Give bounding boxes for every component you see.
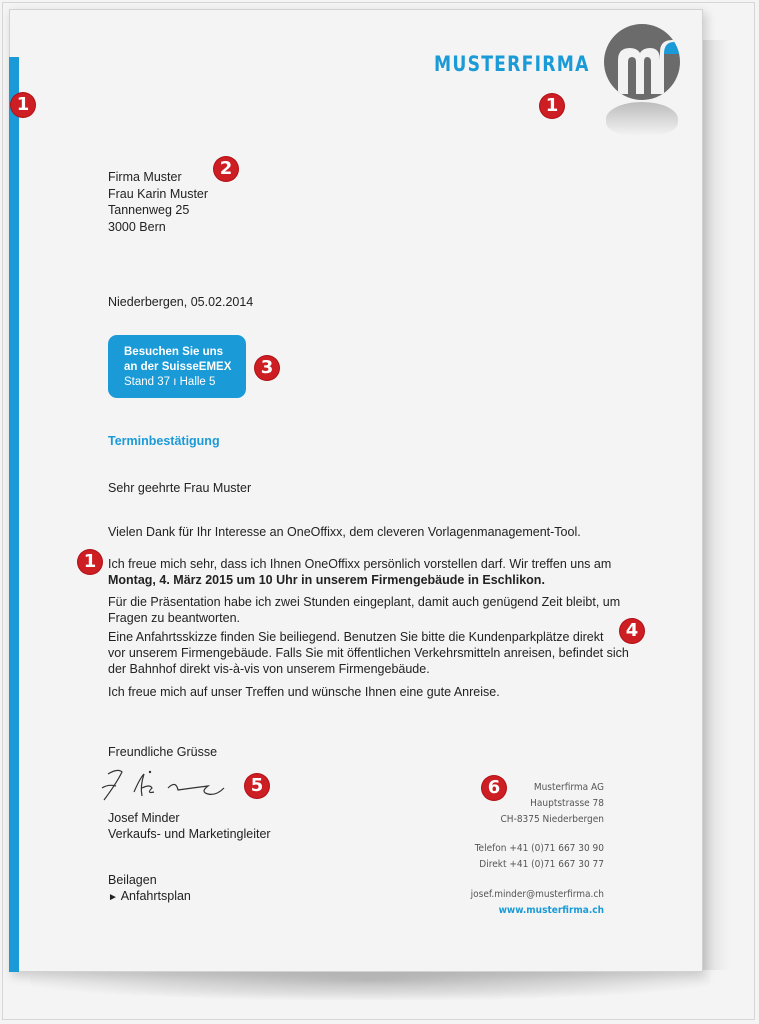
callout-line-1: Besuchen Sie uns (124, 346, 224, 358)
letter-subject: Terminbestätigung (108, 434, 220, 448)
paragraph-4-line-2: vor unserem Firmengebäude. Falls Sie mit öffentlichen Verkehrsmitteln anreisen, befindet sich (108, 646, 629, 660)
sender-city: CH-8375 Niederbergen (500, 814, 604, 825)
callout-line-3: Stand 37 ı Halle 5 (124, 376, 216, 388)
recipient-line: Tannenweg 25 (108, 203, 190, 217)
date-line: Niederbergen, 05.02.2014 (108, 295, 254, 309)
arrow-bullet-icon: ► (108, 892, 118, 903)
signatory-name: Josef Minder (108, 811, 180, 825)
page-shadow-right (700, 40, 730, 970)
company-logo-icon (604, 24, 680, 100)
signatory-title: Verkaufs- und Marketingleiter (108, 827, 271, 841)
body-paragraph-3 (108, 594, 620, 626)
paragraph-3-line-2: Fragen zu beantworten. (108, 611, 241, 625)
callout-line-2: an der SuisseEMEX (124, 361, 232, 373)
paragraph-3-line-1: Für die Präsentation habe ich zwei Stunden eingeplant, damit auch genügend Zeit bleibt, um (108, 595, 621, 609)
marker-badge-6: 6 (482, 776, 506, 800)
sender-street: Hauptstrasse 78 (530, 798, 604, 809)
recipient-line: Frau Karin Muster (108, 186, 209, 201)
marker-badge-4: 4 (620, 619, 644, 643)
signature-icon (96, 766, 241, 806)
sender-direct-phone: Direkt +41 (0)71 667 30 77 (479, 859, 604, 870)
signatory-block (108, 810, 271, 842)
enclosure-item (108, 888, 191, 906)
marker-badge-5: 5 (245, 774, 269, 798)
mf-monogram-icon (604, 24, 680, 100)
paragraph-4-line-1: Eine Anfahrtsskizze finden Sie beiliegend. Benutzen Sie bitte die Kundenparkplätze direkt (108, 630, 604, 644)
marker-badge-1-paragraph: 1 (78, 550, 102, 574)
sender-address (501, 780, 604, 828)
appointment-details: Montag, 4. März 2015 um 10 Uhr in unserem Firmengebäude in Eschlikon. (108, 573, 545, 587)
sender-phones (475, 841, 604, 873)
sender-online (471, 887, 604, 919)
body-paragraph-4 (108, 629, 629, 677)
body-paragraph-2 (108, 556, 611, 588)
marker-badge-2: 2 (214, 157, 238, 181)
marker-badge-1-bar: 1 (11, 93, 35, 117)
recipient-address (108, 169, 208, 235)
paragraph-4-line-3: der Bahnhof direkt vis-à-vis von unserem Firmengebäude. (108, 662, 430, 676)
salutation: Sehr geehrte Frau Muster (108, 481, 252, 495)
sender-website-link[interactable]: www.musterfirma.ch (498, 905, 604, 916)
marker-badge-3: 3 (255, 356, 279, 380)
marker-badge-1-logo: 1 (540, 94, 564, 118)
logo-reflection (606, 102, 678, 136)
brand-accent-bar (9, 57, 19, 972)
enclosures-label: Beilagen (108, 873, 157, 887)
sender-company: Musterfirma AG (533, 782, 604, 793)
recipient-line: 3000 Bern (108, 219, 166, 234)
sender-email-link[interactable]: josef.minder@musterfirma.ch (470, 889, 604, 900)
body-paragraph-1: Vielen Dank für Ihr Interesse an OneOffixx, dem cleveren Vorlagenmanagement-Tool. (108, 525, 581, 539)
enclosure-item-label: Anfahrtsplan (120, 889, 191, 903)
company-logo-text: MUSTERFIRMA (434, 52, 590, 76)
closing-greeting: Freundliche Grüsse (108, 745, 218, 759)
recipient-line: Firma Muster (108, 170, 182, 184)
enclosures (108, 872, 191, 906)
paragraph-2-line-1: Ich freue mich sehr, dass ich Ihnen OneOffixx persönlich vorstellen darf. Wir treffen uns am (108, 557, 612, 571)
trade-fair-callout (108, 335, 246, 398)
sender-phone: Telefon +41 (0)71 667 30 90 (474, 843, 604, 854)
body-paragraph-5: Ich freue mich auf unser Treffen und wünsche Ihnen eine gute Anreise. (108, 685, 500, 699)
